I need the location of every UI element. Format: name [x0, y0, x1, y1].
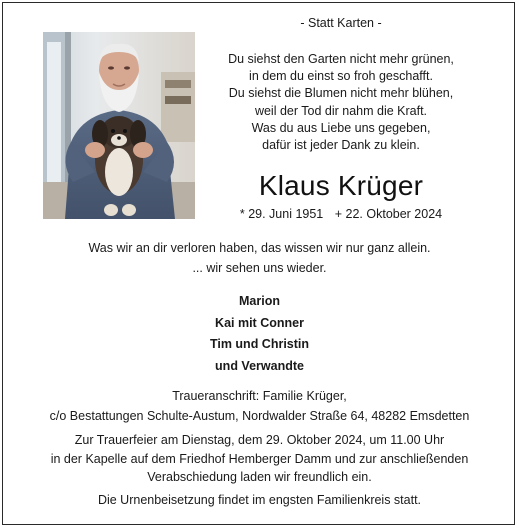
family-member: Kai mit Conner — [215, 315, 304, 330]
quote — [0, 238, 519, 278]
service-line: in der Kapelle auf dem Friedhof Hemberger Damm und zur anschließenden — [50, 451, 469, 466]
urn-burial-note: Die Urnenbeisetzung findet im engsten Familienkreis statt. — [97, 493, 422, 507]
poem-line: dafür ist jeder Dank zu klein. — [262, 138, 420, 153]
family-member: und Verwandte — [215, 358, 304, 373]
portrait-image — [43, 32, 195, 219]
family-member: Tim und Christin — [209, 337, 310, 351]
service-line: Verabschiedung laden wir freundlich ein. — [147, 470, 372, 484]
deceased-name: Klaus Krüger — [258, 170, 424, 201]
quote-line: Was wir an dir verloren haben, das wissen wir nur ganz allein. — [88, 241, 431, 255]
poem — [208, 51, 474, 154]
address-line: c/o Bestattungen Schulte-Austum, Nordwalder Straße 64, 48282 Emsdetten — [49, 408, 470, 423]
life-dates — [208, 207, 474, 221]
family-list — [0, 291, 519, 377]
poem-line: Du siehst die Blumen nicht mehr blühen, — [228, 86, 454, 101]
statt-karten-heading: - Statt Karten - — [300, 16, 382, 30]
poem-line: Du siehst den Garten nicht mehr grünen, — [228, 52, 454, 66]
poem-line: Was du aus Liebe uns gegeben, — [251, 120, 431, 135]
mourning-address — [0, 387, 519, 426]
poem-line: in dem du einst so froh geschafft. — [249, 69, 433, 84]
death-date: + 22. Oktober 2024 — [334, 207, 443, 221]
family-member: Marion — [239, 294, 280, 308]
quote-line: ... wir sehen uns wieder. — [192, 261, 327, 275]
funeral-service-info — [0, 431, 519, 487]
birth-date: * 29. Juni 1951 — [239, 207, 324, 221]
address-line: Traueranschrift: Familie Krüger, — [172, 389, 347, 403]
service-line: Zur Trauerfeier am Dienstag, dem 29. Oktober 2024, um 11.00 Uhr — [74, 433, 445, 447]
poem-line: weil der Tod dir nahm die Kraft. — [254, 103, 428, 118]
portrait-photo — [43, 32, 195, 219]
